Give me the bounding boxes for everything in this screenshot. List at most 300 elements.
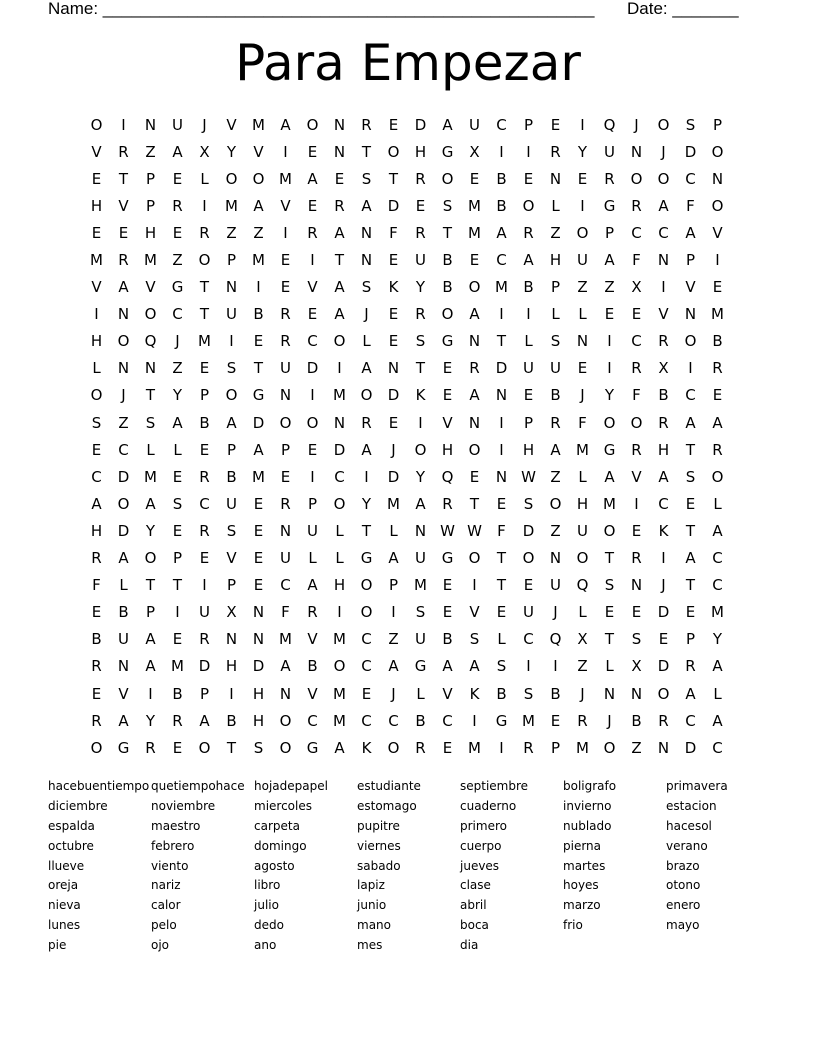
grid-letter: A <box>469 657 480 676</box>
grid-letter: E <box>496 603 507 622</box>
grid-letter: E <box>523 386 534 405</box>
word-list-item: brazo <box>666 858 700 873</box>
grid-letter: A <box>658 196 669 215</box>
grid-letter: A <box>118 549 129 568</box>
grid-letter: F <box>92 576 101 595</box>
grid-letter: M <box>144 251 157 270</box>
grid-letter: M <box>279 169 292 188</box>
grid-letter: R <box>307 603 318 622</box>
grid-letter: I <box>175 603 180 622</box>
grid-letter: S <box>361 169 372 188</box>
word-list-item: clase <box>460 878 491 893</box>
grid-letter: T <box>361 142 372 161</box>
grid-letter: E <box>388 251 399 270</box>
grid-letter: O <box>603 521 616 540</box>
grid-letter: U <box>226 305 237 324</box>
grid-letter: R <box>361 115 372 134</box>
grid-letter: D <box>522 521 535 540</box>
grid-letter: I <box>391 603 396 622</box>
grid-letter: N <box>549 169 562 188</box>
grid-letter: E <box>91 684 102 703</box>
word-list-item: ano <box>254 938 277 953</box>
grid-letter: P <box>685 251 696 270</box>
grid-letter: M <box>333 711 346 730</box>
grid-letter: P <box>145 169 156 188</box>
word-list-item: septiembre <box>460 779 529 793</box>
grid-letter: A <box>442 657 453 676</box>
grid-letter: T <box>199 278 210 297</box>
grid-letter: B <box>307 657 318 676</box>
word-list-item: lunes <box>48 918 81 933</box>
grid-letter: E <box>361 684 372 703</box>
grid-letter: O <box>522 549 535 568</box>
grid-letter: S <box>496 657 507 676</box>
word-list-item: carpeta <box>254 818 300 833</box>
grid-letter: R <box>631 440 642 459</box>
grid-letter: T <box>172 576 183 595</box>
grid-letter: T <box>604 549 615 568</box>
grid-letter: T <box>253 359 264 378</box>
grid-letter: D <box>387 196 400 215</box>
grid-letter: M <box>333 684 346 703</box>
grid-letter: T <box>361 521 372 540</box>
grid-letter: E <box>307 305 318 324</box>
grid-letter: J <box>553 603 558 622</box>
grid-letter: Y <box>172 386 183 405</box>
grid-letter: E <box>415 196 426 215</box>
grid-letter: N <box>252 603 265 622</box>
grid-letter: I <box>148 684 153 703</box>
grid-letter: R <box>415 305 426 324</box>
grid-letter: O <box>279 711 292 730</box>
grid-letter: O <box>306 115 319 134</box>
grid-letter: Y <box>226 142 237 161</box>
grid-letter: V <box>118 196 129 215</box>
grid-letter: N <box>279 521 292 540</box>
grid-letter: I <box>499 305 504 324</box>
grid-letter: K <box>469 684 480 703</box>
grid-letter: H <box>252 711 265 730</box>
grid-letter: O <box>657 115 670 134</box>
word-list-item: nariz <box>151 878 181 893</box>
grid-letter: X <box>577 630 588 649</box>
grid-letter: E <box>604 603 615 622</box>
grid-letter: Z <box>253 223 264 242</box>
grid-letter: E <box>91 169 102 188</box>
grid-letter: F <box>632 251 641 270</box>
word-list-item: julio <box>254 898 279 913</box>
grid-row <box>83 599 733 626</box>
grid-letter: A <box>388 657 399 676</box>
grid-letter: G <box>171 278 184 297</box>
grid-letter: N <box>117 657 130 676</box>
grid-row <box>83 572 733 599</box>
grid-letter: B <box>253 305 264 324</box>
grid-letter: E <box>307 196 318 215</box>
grid-letter: U <box>280 359 291 378</box>
grid-letter: J <box>607 711 612 730</box>
grid-letter: M <box>387 494 400 513</box>
word-list-item: domingo <box>254 838 307 853</box>
grid-letter: Z <box>226 223 237 242</box>
grid-letter: R <box>118 251 129 270</box>
grid-letter: N <box>711 169 724 188</box>
grid-letter: N <box>225 630 238 649</box>
grid-row <box>83 409 733 436</box>
grid-letter: P <box>523 413 534 432</box>
grid-letter: Y <box>361 494 372 513</box>
grid-letter: M <box>711 305 724 324</box>
grid-letter: T <box>334 251 345 270</box>
grid-letter: A <box>145 630 156 649</box>
grid-letter: A <box>604 251 615 270</box>
grid-letter: M <box>333 386 346 405</box>
grid-letter: O <box>117 332 130 351</box>
grid-letter: B <box>442 251 453 270</box>
grid-letter: K <box>415 386 426 405</box>
grid-letter: U <box>226 494 237 513</box>
grid-letter: K <box>361 738 372 757</box>
grid-letter: B <box>91 630 102 649</box>
grid-letter: E <box>172 738 183 757</box>
grid-letter: U <box>415 251 426 270</box>
grid-letter: N <box>576 332 589 351</box>
grid-letter: M <box>252 467 265 486</box>
grid-letter: C <box>685 711 696 730</box>
word-list-item: cuerpo <box>460 838 502 853</box>
grid-row <box>83 382 733 409</box>
grid-letter: P <box>712 115 723 134</box>
grid-letter: W <box>521 467 536 486</box>
grid-letter: A <box>685 413 696 432</box>
grid-letter: A <box>361 440 372 459</box>
grid-letter: E <box>388 332 399 351</box>
word-list-item: frio <box>563 918 583 933</box>
word-list-item: diciembre <box>48 798 108 813</box>
grid-letter: V <box>631 467 642 486</box>
word-list-item: abril <box>460 898 487 913</box>
grid-letter: E <box>523 169 534 188</box>
grid-letter: P <box>388 576 399 595</box>
grid-letter: M <box>144 467 157 486</box>
grid-letter: R <box>631 549 642 568</box>
grid-letter: I <box>283 142 288 161</box>
grid-letter: U <box>604 142 615 161</box>
grid-letter: J <box>175 332 180 351</box>
grid-letter: U <box>199 603 210 622</box>
grid-letter: E <box>172 223 183 242</box>
grid-letter: S <box>145 413 156 432</box>
word-list-item: quetiempohace <box>151 779 245 793</box>
grid-letter: D <box>117 521 130 540</box>
grid-letter: C <box>361 711 372 730</box>
word-list-item: primero <box>460 818 507 833</box>
grid-letter: O <box>306 413 319 432</box>
grid-letter: E <box>253 332 264 351</box>
grid-letter: R <box>658 413 669 432</box>
grid-letter: I <box>499 413 504 432</box>
grid-letter: U <box>550 359 561 378</box>
grid-letter: X <box>469 142 480 161</box>
grid-letter: N <box>360 223 373 242</box>
grid-letter: L <box>335 549 344 568</box>
grid-letter: X <box>199 142 210 161</box>
grid-letter: O <box>441 169 454 188</box>
grid-letter: E <box>469 467 480 486</box>
grid-letter: I <box>337 359 342 378</box>
grid-letter: O <box>90 115 103 134</box>
grid-letter: I <box>661 278 666 297</box>
grid-letter: I <box>499 142 504 161</box>
grid-letter: E <box>91 223 102 242</box>
grid-letter: T <box>685 576 696 595</box>
grid-letter: Z <box>388 630 399 649</box>
grid-letter: C <box>91 467 102 486</box>
grid-letter: D <box>252 413 265 432</box>
grid-letter: O <box>468 440 481 459</box>
grid-letter: S <box>253 738 264 757</box>
grid-letter: R <box>685 657 696 676</box>
grid-letter: L <box>173 440 182 459</box>
grid-letter: R <box>415 738 426 757</box>
grid-letter: N <box>279 386 292 405</box>
grid-letter: I <box>634 494 639 513</box>
grid-letter: P <box>199 684 210 703</box>
grid-letter: L <box>578 467 587 486</box>
grid-letter: A <box>415 494 426 513</box>
grid-letter: O <box>684 332 697 351</box>
grid-letter: I <box>472 711 477 730</box>
grid-letter: A <box>118 711 129 730</box>
grid-letter: N <box>549 549 562 568</box>
grid-letter: U <box>523 603 534 622</box>
grid-letter: E <box>388 305 399 324</box>
grid-letter: S <box>685 115 696 134</box>
grid-letter: N <box>387 359 400 378</box>
grid-letter: Q <box>576 576 589 595</box>
grid-letter: A <box>280 657 291 676</box>
word-list-item: otono <box>666 878 701 893</box>
grid-letter: O <box>603 413 616 432</box>
grid-row <box>83 192 733 219</box>
grid-letter: K <box>658 521 669 540</box>
grid-letter: E <box>523 576 534 595</box>
grid-letter: R <box>307 223 318 242</box>
grid-letter: A <box>361 359 372 378</box>
grid-letter: S <box>415 332 426 351</box>
grid-letter: R <box>658 332 669 351</box>
grid-row <box>83 111 733 138</box>
grid-row <box>83 463 733 490</box>
grid-letter: R <box>415 169 426 188</box>
grid-letter: S <box>523 684 534 703</box>
grid-letter: J <box>580 684 585 703</box>
grid-letter: V <box>712 223 723 242</box>
grid-letter: A <box>712 521 723 540</box>
grid-letter: T <box>226 738 237 757</box>
grid-row <box>83 545 733 572</box>
grid-letter: N <box>225 278 238 297</box>
grid-letter: B <box>658 386 669 405</box>
grid-letter: A <box>685 223 696 242</box>
grid-letter: N <box>603 684 616 703</box>
grid-letter: J <box>661 142 666 161</box>
grid-letter: I <box>715 251 720 270</box>
grid-letter: M <box>252 251 265 270</box>
word-list-item: martes <box>563 858 606 873</box>
grid-letter: A <box>685 684 696 703</box>
grid-letter: X <box>658 359 669 378</box>
grid-letter: E <box>577 359 588 378</box>
grid-letter: J <box>634 115 639 134</box>
grid-letter: E <box>496 494 507 513</box>
grid-letter: H <box>90 196 103 215</box>
grid-letter: A <box>361 196 372 215</box>
grid-letter: C <box>361 630 372 649</box>
grid-letter: H <box>90 521 103 540</box>
word-list-item: dedo <box>254 918 284 933</box>
grid-letter: R <box>118 142 129 161</box>
grid-letter: M <box>522 711 535 730</box>
grid-letter: E <box>253 549 264 568</box>
grid-letter: E <box>631 305 642 324</box>
word-list-item: verano <box>666 838 708 853</box>
grid-letter: L <box>119 576 128 595</box>
grid-row <box>83 138 733 165</box>
grid-letter: E <box>631 603 642 622</box>
grid-letter: E <box>388 115 399 134</box>
grid-letter: R <box>91 711 102 730</box>
grid-letter: R <box>361 413 372 432</box>
grid-letter: I <box>607 359 612 378</box>
grid-letter: V <box>307 278 318 297</box>
word-list-item: estomago <box>357 798 417 813</box>
grid-letter: N <box>360 251 373 270</box>
grid-letter: O <box>144 549 157 568</box>
word-list-item: viernes <box>357 838 401 853</box>
grid-letter: D <box>306 359 319 378</box>
grid-letter: G <box>117 738 130 757</box>
grid-letter: C <box>496 115 507 134</box>
grid-letter: E <box>550 115 561 134</box>
grid-letter: E <box>442 386 453 405</box>
grid-letter: M <box>225 196 238 215</box>
grid-letter: E <box>685 603 696 622</box>
grid-letter: V <box>145 278 156 297</box>
grid-letter: D <box>387 386 400 405</box>
grid-letter: Y <box>415 467 426 486</box>
grid-letter: N <box>252 630 265 649</box>
grid-letter: C <box>334 467 345 486</box>
grid-letter: O <box>198 251 211 270</box>
word-list-item: oreja <box>48 878 79 893</box>
word-list-item: llueve <box>48 858 85 873</box>
grid-letter: M <box>171 657 184 676</box>
grid-letter: E <box>442 359 453 378</box>
grid-letter: F <box>578 413 587 432</box>
grid-letter: H <box>522 440 535 459</box>
grid-letter: A <box>118 278 129 297</box>
grid-letter: R <box>280 305 291 324</box>
grid-letter: E <box>172 169 183 188</box>
grid-letter: T <box>496 332 507 351</box>
grid-letter: J <box>580 386 585 405</box>
grid-letter: A <box>145 494 156 513</box>
grid-letter: E <box>199 549 210 568</box>
word-list-item: febrero <box>151 838 195 853</box>
grid-letter: R <box>172 196 183 215</box>
word-list-item: agosto <box>254 858 295 873</box>
grid-letter: M <box>468 196 481 215</box>
grid-letter: I <box>499 738 504 757</box>
grid-letter: N <box>495 467 508 486</box>
grid-letter: J <box>391 684 396 703</box>
grid-letter: E <box>388 413 399 432</box>
grid-letter: T <box>685 521 696 540</box>
grid-letter: R <box>172 711 183 730</box>
grid-letter: S <box>604 576 615 595</box>
grid-letter: Q <box>549 630 562 649</box>
grid-letter: U <box>469 115 480 134</box>
grid-row <box>83 653 733 680</box>
word-list-item: hacebuentiempo <box>48 779 150 793</box>
grid-letter: D <box>387 467 400 486</box>
grid-letter: B <box>415 711 426 730</box>
grid-letter: S <box>523 494 534 513</box>
grid-letter: Z <box>118 413 129 432</box>
grid-row <box>83 301 733 328</box>
word-list-item: sabado <box>357 858 401 873</box>
word-list-item: nublado <box>563 818 612 833</box>
grid-letter: O <box>225 169 238 188</box>
word-list-item: boligrafo <box>563 779 617 793</box>
grid-letter: E <box>577 169 588 188</box>
grid-letter: R <box>604 169 615 188</box>
grid-letter: O <box>90 738 103 757</box>
grid-letter: M <box>90 251 103 270</box>
word-list-item: octubre <box>48 838 94 853</box>
grid-letter: O <box>603 738 616 757</box>
grid-letter: P <box>172 549 183 568</box>
grid-letter: A <box>145 657 156 676</box>
grid-letter: L <box>146 440 155 459</box>
grid-letter: D <box>657 603 670 622</box>
grid-letter: N <box>657 738 670 757</box>
grid-letter: H <box>333 576 346 595</box>
grid-letter: D <box>684 142 697 161</box>
grid-letter: W <box>467 521 482 540</box>
grid-letter: E <box>280 467 291 486</box>
grid-letter: S <box>550 332 561 351</box>
grid-letter: U <box>280 549 291 568</box>
grid-letter: U <box>577 251 588 270</box>
grid-letter: E <box>253 521 264 540</box>
grid-letter: B <box>442 278 453 297</box>
word-list-item: pie <box>48 938 67 953</box>
grid-letter: F <box>686 196 695 215</box>
grid-letter: E <box>253 494 264 513</box>
grid-letter: F <box>389 223 398 242</box>
grid-letter: Y <box>577 142 588 161</box>
grid-letter: O <box>360 603 373 622</box>
grid-letter: S <box>226 521 237 540</box>
grid-letter: R <box>91 549 102 568</box>
word-list-item: mes <box>357 938 383 953</box>
grid-letter: R <box>199 630 210 649</box>
grid-letter: U <box>415 549 426 568</box>
grid-letter: I <box>337 603 342 622</box>
grid-letter: O <box>576 223 589 242</box>
